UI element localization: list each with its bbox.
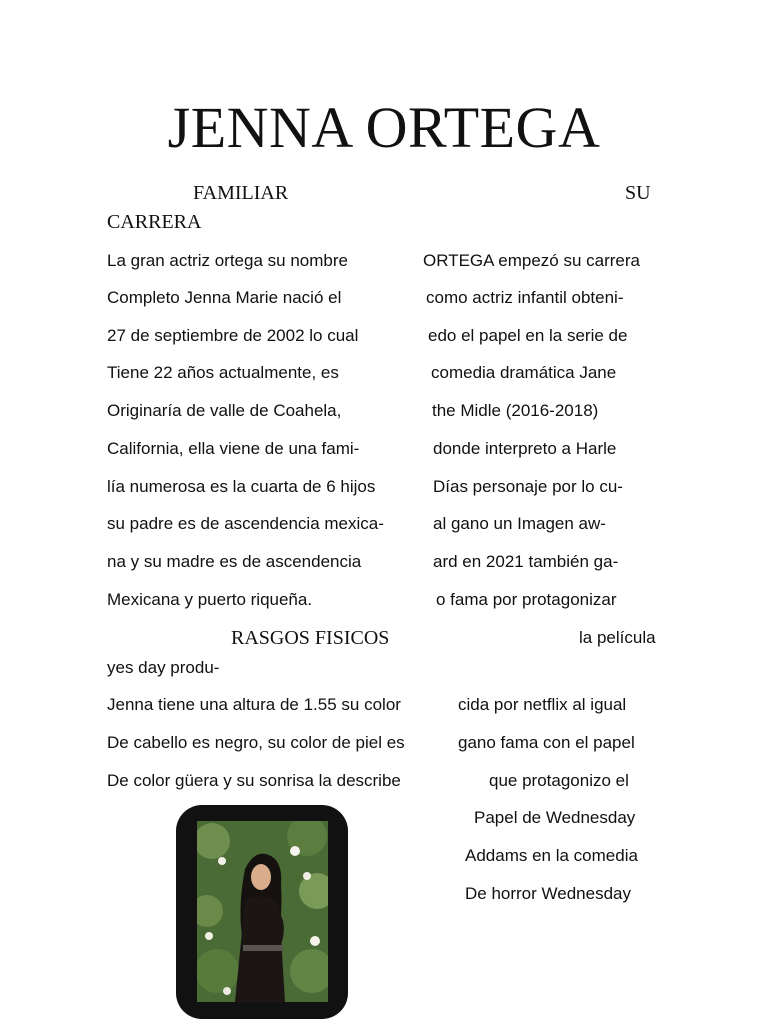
heading-carrera: CARRERA: [107, 211, 202, 233]
portrait-photo: [197, 821, 328, 1002]
carrera-line: que protagonizo el: [489, 771, 629, 790]
familiar-line: Originaría de valle de Coahela,: [107, 401, 342, 420]
rasgos-line: De cabello es negro, su color de piel es: [107, 733, 405, 752]
carrera-line: Papel de Wednesday: [474, 808, 636, 827]
carrera-line: gano fama con el papel: [458, 733, 635, 752]
familiar-line: Tiene 22 años actualmente, es: [107, 363, 339, 382]
rasgos-line: Jenna tiene una altura de 1.55 su color: [107, 695, 401, 714]
familiar-line: su padre es de ascendencia mexica-: [107, 514, 384, 533]
carrera-line: o fama por protagonizar: [436, 590, 617, 609]
carrera-line: la película: [579, 628, 656, 647]
carrera-line: the Midle (2016-2018): [432, 401, 599, 420]
heading-su: SU: [625, 182, 651, 204]
carrera-line: comedia dramática Jane: [431, 363, 617, 382]
familiar-line: 27 de septiembre de 2002 lo cual: [107, 326, 359, 345]
familiar-line: Completo Jenna Marie nació el: [107, 288, 342, 307]
familiar-line: California, ella viene de una fami-: [107, 439, 360, 458]
page-title: JENNA ORTEGA: [167, 95, 601, 160]
carrera-line: edo el papel en la serie de: [428, 326, 628, 345]
familiar-line: na y su madre es de ascendencia: [107, 552, 362, 571]
carrera-line: De horror Wednesday: [465, 884, 631, 903]
carrera-line: al gano un Imagen aw-: [433, 514, 606, 533]
familiar-line: Mexicana y puerto riqueña.: [107, 590, 313, 609]
carrera-line: cida por netflix al igual: [458, 695, 627, 714]
carrera-line: donde interpreto a Harle: [433, 439, 617, 458]
familiar-line: La gran actriz ortega su nombre: [107, 251, 348, 270]
carrera-line: como actriz infantil obteni-: [426, 288, 624, 307]
heading-familiar: FAMILIAR: [193, 182, 289, 204]
heading-rasgos-fisicos: RASGOS FISICOS: [231, 627, 390, 649]
carrera-line: Addams en la comedia: [465, 846, 638, 865]
rasgos-line: De color güera y su sonrisa la describe: [107, 771, 401, 790]
carrera-line: ard en 2021 también ga-: [433, 552, 619, 571]
carrera-line: Días personaje por lo cu-: [433, 477, 623, 496]
portrait-illustration: [197, 821, 328, 1002]
familiar-line: lía numerosa es la cuarta de 6 hijos: [107, 477, 376, 496]
carrera-line: ORTEGA empezó su carrera: [423, 251, 640, 270]
carrera-line: yes day produ-: [107, 658, 220, 677]
